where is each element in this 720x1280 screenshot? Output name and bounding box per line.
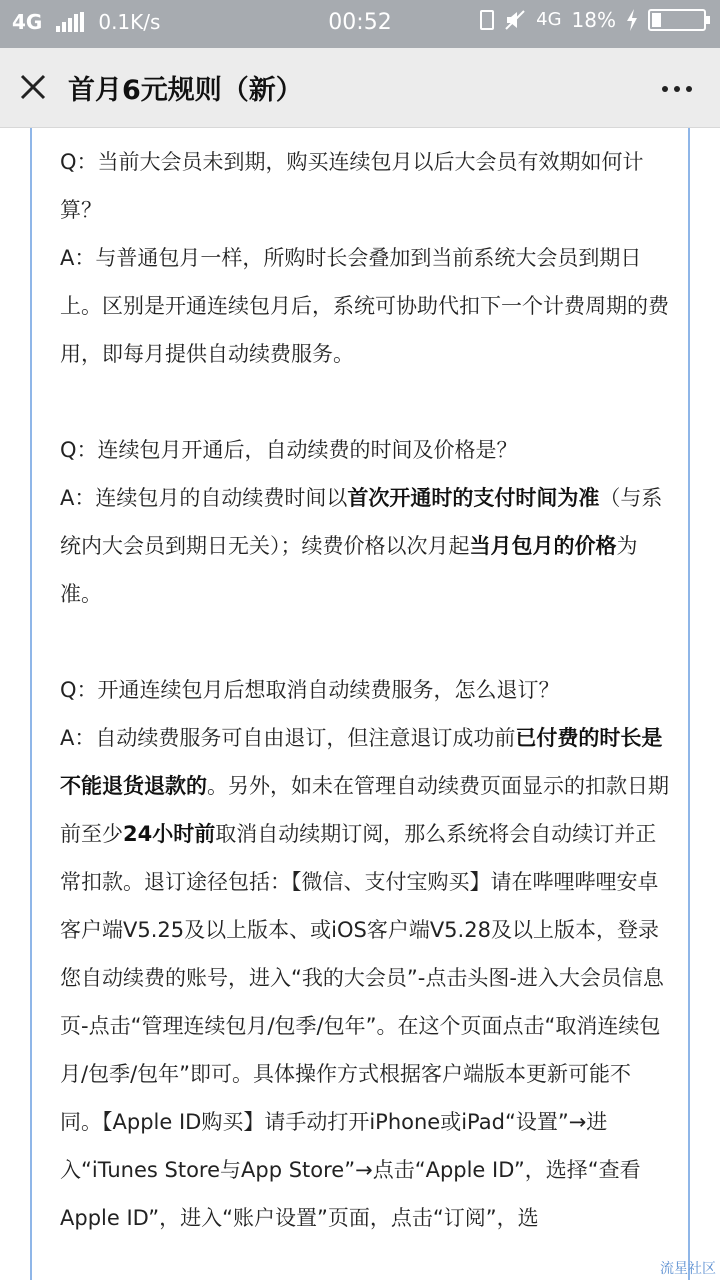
faq-spacer xyxy=(60,378,672,426)
answer-emphasis: 24小时前 xyxy=(123,822,216,846)
faq-spacer xyxy=(60,618,672,666)
status-bar xyxy=(0,0,720,48)
mute-icon xyxy=(504,9,526,31)
answer-emphasis: 当月包月的价格 xyxy=(469,534,617,558)
faq-question: Q：当前大会员未到期，购买连续包月以后大会员有效期如何计算？ xyxy=(60,150,644,222)
bolt-icon xyxy=(626,9,638,31)
faq-question: Q：连续包月开通后，自动续费的时间及价格是？ xyxy=(60,438,518,462)
network-label: 4G xyxy=(12,10,43,34)
watermark: 流星社区 xyxy=(660,1261,716,1277)
status-right xyxy=(480,8,706,32)
battery-percent: 18% xyxy=(571,8,616,32)
charging-icon xyxy=(480,10,494,30)
data-type-label: 4G xyxy=(536,9,562,30)
answer-text: 【Apple ID购买】请手动打开iPhone或iPad“设置”→进入“iTunes Store与App Store”→点击“Apple ID”，选择“查看Apple ID”，进入“账户设置”页面，点击“订阅”，选 xyxy=(60,1110,641,1230)
answer-emphasis: 已付费的时长是不能退货退款的 xyxy=(60,726,663,798)
article-content[interactable] xyxy=(30,128,690,1280)
battery-icon xyxy=(648,9,706,31)
answer-text: （与系统内大会员到期日无关）；续费价格以次月起 xyxy=(60,486,663,558)
close-icon[interactable] xyxy=(16,70,50,104)
network-speed: 0.1K/s xyxy=(98,10,161,34)
answer-text: 取消自动续期订阅，那么系统将会自动续订并正常扣款。退订途径包括：【微信、支付宝购买】请在哔哩哔哩安卓客户端V5.25及以上版本、或iOS客户端V5.28及以上版本，登录您自动续费的账号，进入“我的大会员”-点击头图-进入大会员信息页-点击“管理连续包月/包季/包年”。在这个页面点击“取消连续包月/包季/包年”即可。具体操作方式根据客户端版本更新可能不同。 xyxy=(60,822,664,1134)
page-title: 首月6元规则（新） xyxy=(68,75,303,106)
faq-answer xyxy=(60,474,672,618)
more-options-icon[interactable] xyxy=(662,86,692,92)
answer-text: 。另外，如未在管理自动续费页面显示的扣款日期前至少 xyxy=(60,774,669,846)
answer-text: A：与普通包月一样，所购时长会叠加到当前系统大会员到期日上。区别是开通连续包月后，系统可协助代扣下一个计费周期的费用，即每月提供自动续费服务。 xyxy=(60,246,669,366)
title-bar xyxy=(0,48,720,128)
faq-answer xyxy=(60,234,672,378)
clock: 00:52 xyxy=(328,10,392,35)
faq-answer xyxy=(60,714,672,1242)
faq-question: Q：开通连续包月后想取消自动续费服务，怎么退订？ xyxy=(60,678,560,702)
answer-text: 为准。 xyxy=(60,534,638,606)
faq-list xyxy=(32,128,688,1242)
answer-text: A：连续包月的自动续费时间以 xyxy=(60,486,348,510)
answer-emphasis: 首次开通时的支付时间为准 xyxy=(347,486,600,510)
answer-text: A：自动续费服务可自由退订，但注意退订成功前 xyxy=(60,726,516,750)
